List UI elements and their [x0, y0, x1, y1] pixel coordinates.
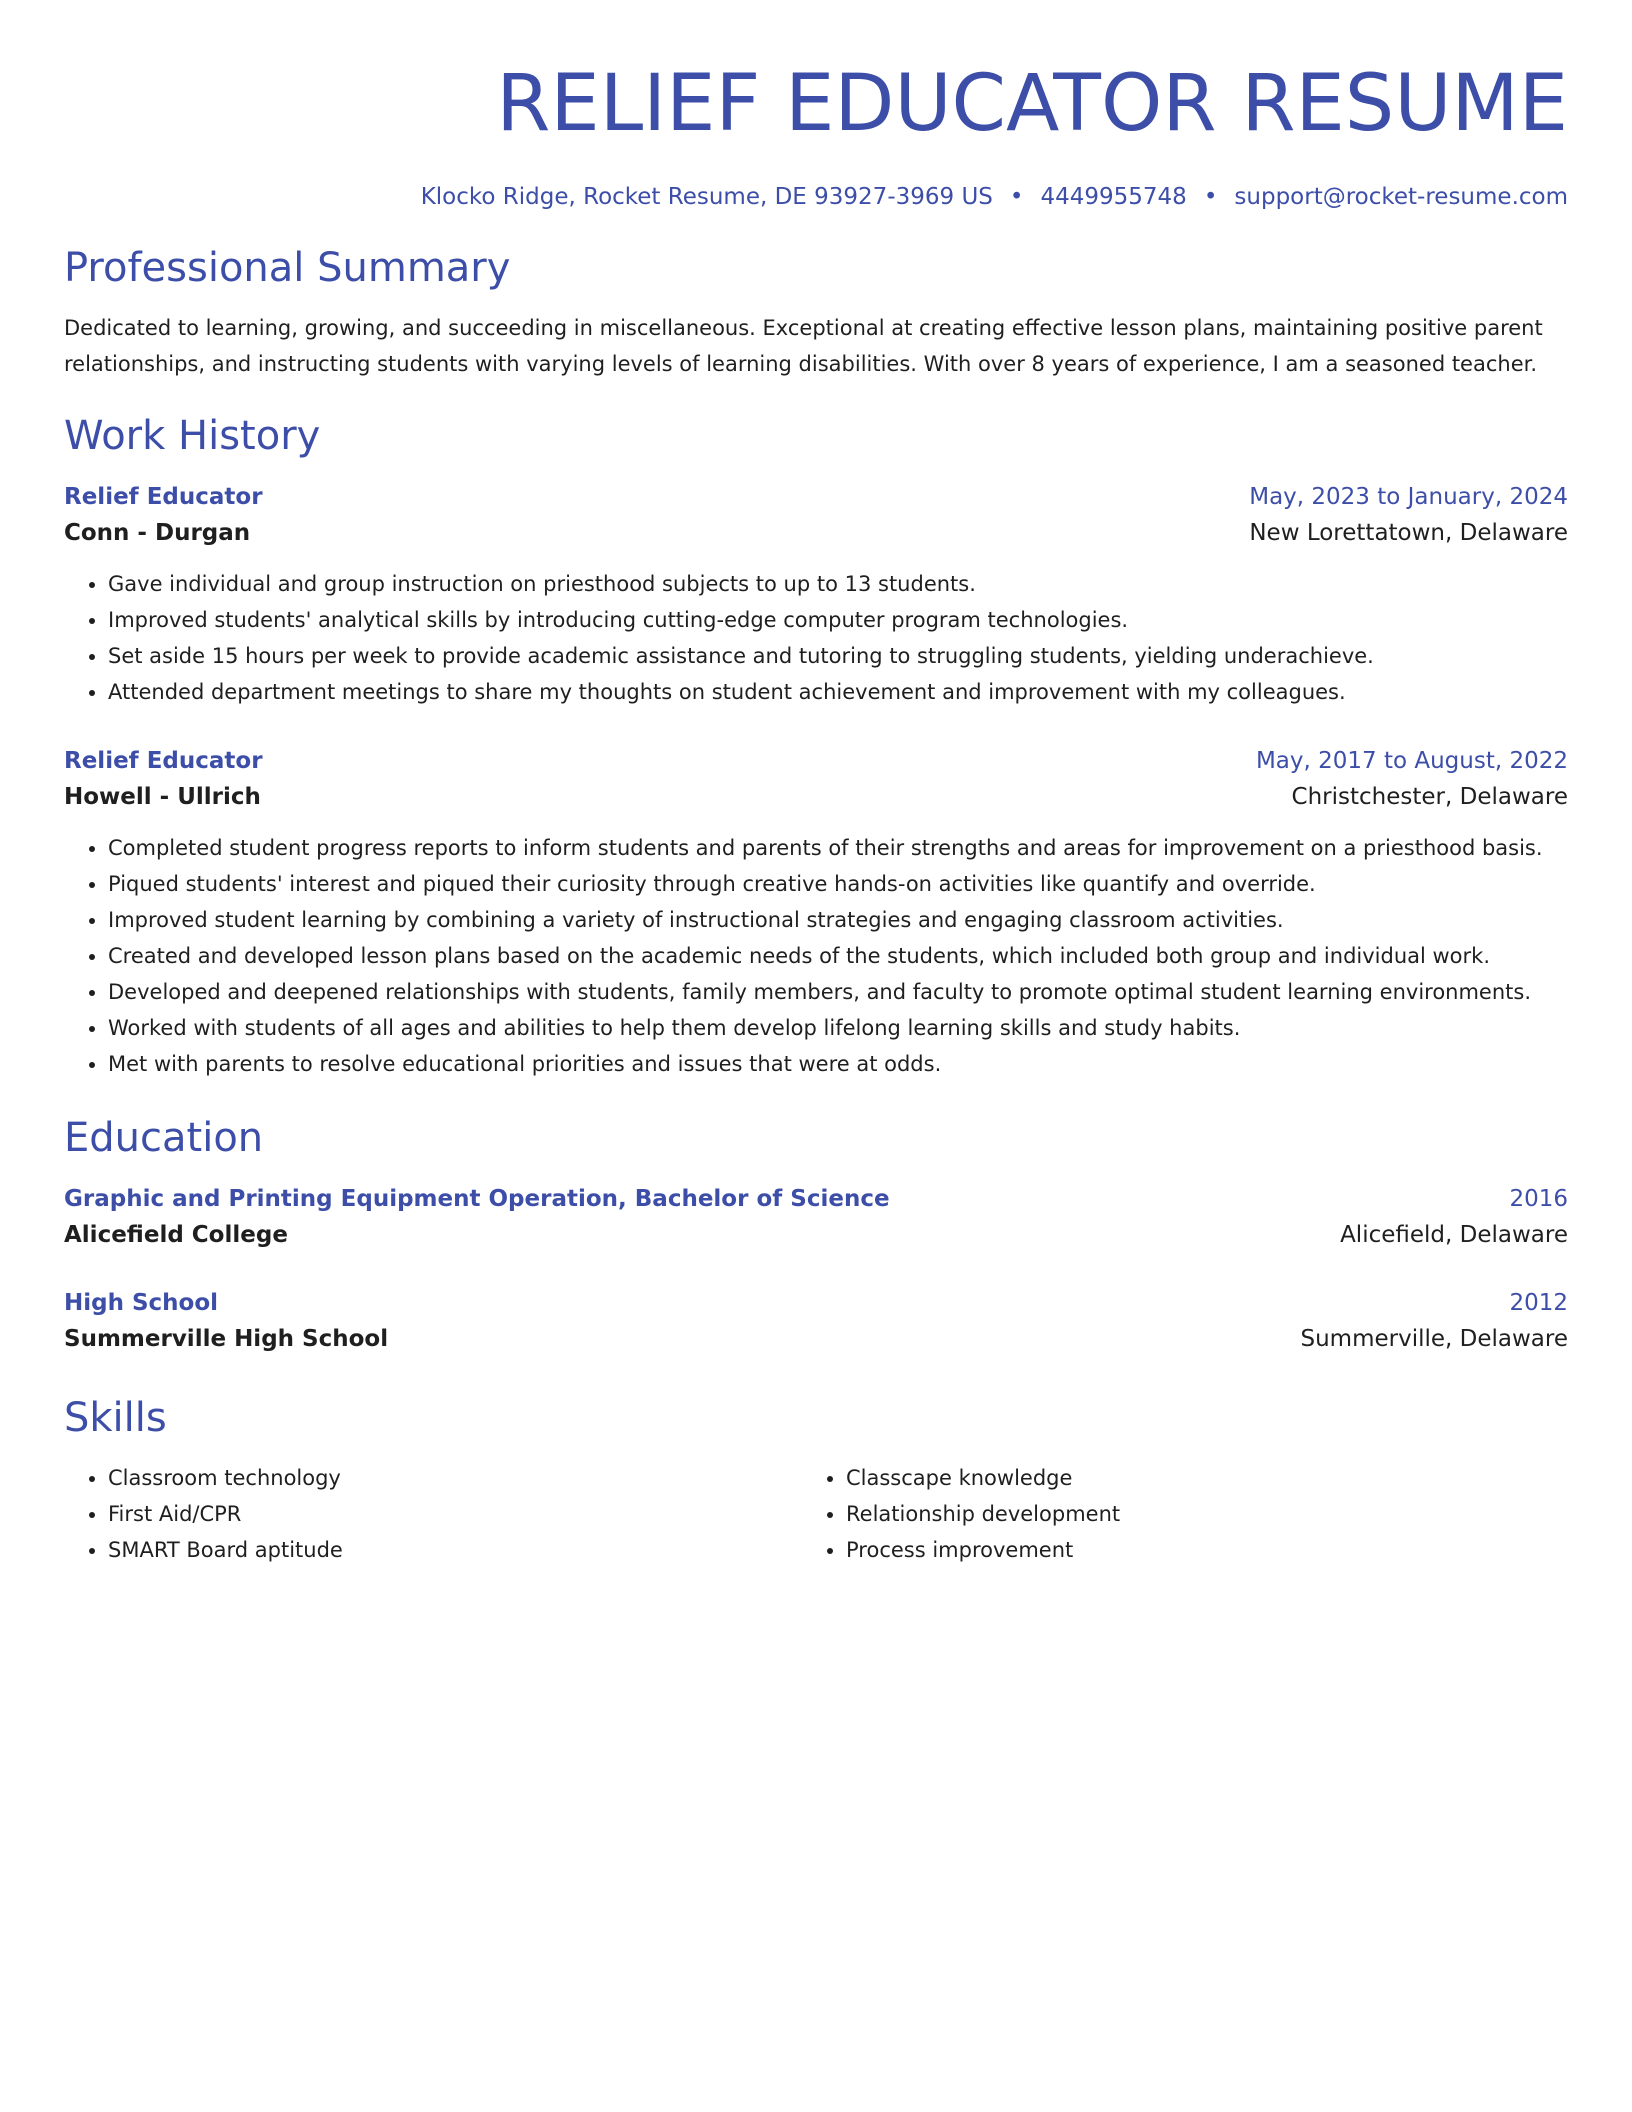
job-company-row [64, 778, 1568, 816]
skills-grid [64, 1460, 1568, 1568]
education-school: Summerville High School [64, 1326, 389, 1352]
skill-item: • SMART Board aptitude [108, 1532, 802, 1568]
skill-item: • Classroom technology [108, 1460, 802, 1496]
job-bullet: • Set aside 15 hours per week to provide academic assistance and tutoring to struggling students, yielding underachieve. [108, 638, 1568, 674]
education-degree: Graphic and Printing Equipment Operation, Bachelor of Science [64, 1186, 890, 1212]
job-bullet: • Developed and deepened relationships with students, family members, and faculty to promote optimal student learning environments. [108, 974, 1568, 1010]
education-entry [64, 1182, 1568, 1254]
education-school-row [64, 1320, 1568, 1358]
contact-separator: • [1203, 184, 1218, 210]
job-bullet: • Gave individual and group instruction on priesthood subjects to up to 13 students. [108, 566, 1568, 602]
education-entry [64, 1286, 1568, 1358]
skill-item: • Relationship development [846, 1496, 1540, 1532]
education-year: 2012 [1509, 1290, 1568, 1316]
job-role-row [64, 744, 1568, 778]
education-school-row [64, 1216, 1568, 1254]
job-bullet: • Piqued students' interest and piqued their curiosity through creative hands-on activities like quantify and override. [108, 866, 1568, 902]
contact-email: support@rocket-resume.com [1234, 184, 1568, 210]
job-bullet: • Completed student progress reports to inform students and parents of their strengths and areas for improvement on a priesthood basis. [108, 830, 1568, 866]
summary-text: Dedicated to learning, growing, and succeeding in miscellaneous. Exceptional at creating effective lesson plans, maintaining positive parent relationships, and instructing students with varying levels of learning disabilities. With over 8 years of experience, I am a seasoned teacher. [64, 316, 1543, 376]
resume-title: RELIEF EDUCATOR RESUME [496, 59, 1568, 149]
education-year: 2016 [1509, 1186, 1568, 1212]
contact-phone: 4449955748 [1040, 184, 1187, 210]
job-bullet: • Attended department meetings to share my thoughts on student achievement and improvement with my colleagues. [108, 674, 1568, 710]
education-school: Alicefield College [64, 1222, 288, 1248]
job-dates: May, 2017 to August, 2022 [1255, 748, 1568, 774]
job-company: Howell - Ullrich [64, 784, 261, 810]
job-role: Relief Educator [64, 748, 263, 774]
resume-page [64, 0, 1568, 1568]
job-company-row [64, 514, 1568, 552]
education-degree: High School [64, 1290, 219, 1316]
skill-item: • Classcape knowledge [846, 1460, 1540, 1496]
job-bullet: • Improved student learning by combining a variety of instructional strategies and engaging classroom activities. [108, 902, 1568, 938]
work-history-heading: Work History [64, 413, 321, 459]
job-role: Relief Educator [64, 484, 263, 510]
job-company: Conn - Durgan [64, 520, 251, 546]
job-bullet: • Created and developed lesson plans based on the academic needs of the students, which included both group and individual work. [108, 938, 1568, 974]
skill-item: • First Aid/CPR [108, 1496, 802, 1532]
job-location: Christchester, Delaware [1291, 784, 1568, 810]
skill-item: • Process improvement [846, 1532, 1540, 1568]
job-dates: May, 2023 to January, 2024 [1249, 484, 1568, 510]
skills-heading: Skills [64, 1395, 167, 1441]
skills-column-right [802, 1460, 1540, 1568]
education-location: Alicefield, Delaware [1340, 1222, 1568, 1248]
education-degree-row [64, 1286, 1568, 1320]
job-bullet: • Improved students' analytical skills by introducing cutting-edge computer program technologies. [108, 602, 1568, 638]
education-location: Summerville, Delaware [1300, 1326, 1568, 1352]
job-bullets [64, 830, 1568, 1082]
summary-heading: Professional Summary [64, 245, 511, 291]
education-heading: Education [64, 1115, 264, 1161]
contact-separator: • [1009, 184, 1024, 210]
job-bullet: • Worked with students of all ages and abilities to help them develop lifelong learning skills and study habits. [108, 1010, 1568, 1046]
job-entry [64, 744, 1568, 1082]
job-entry [64, 480, 1568, 710]
education-degree-row [64, 1182, 1568, 1216]
contact-line [64, 182, 1568, 212]
job-location: New Lorettatown, Delaware [1249, 520, 1568, 546]
skills-column-left [64, 1460, 802, 1568]
job-bullets [64, 566, 1568, 710]
contact-address: Klocko Ridge, Rocket Resume, DE 93927-3969 US [420, 184, 993, 210]
job-role-row [64, 480, 1568, 514]
job-bullet: • Met with parents to resolve educational priorities and issues that were at odds. [108, 1046, 1568, 1082]
